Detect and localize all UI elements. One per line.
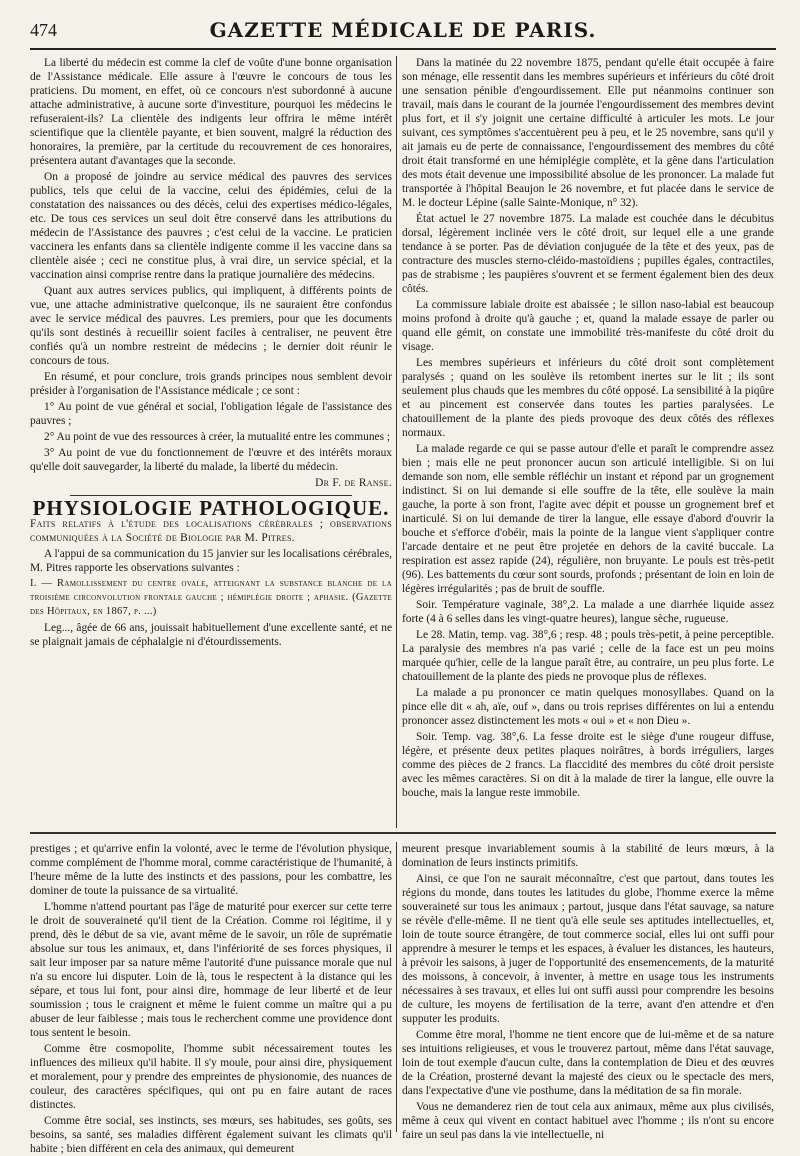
journal-title: GAZETTE MÉDICALE DE PARIS. <box>209 18 597 42</box>
paragraph: En résumé, et pour conclure, trois grands principes nous semblent devoir présider à l'organisation de l'Assistance médicale ; ce sont : <box>30 371 392 397</box>
page-number: 474 <box>30 20 57 40</box>
paragraph: Comme être moral, l'homme ne tient encore que de lui-même et de sa nature ses intuitions religieuses, et vous le trouverez partout, même dans l'état sauvage, loin de tout exemple d'aucun culte, dans la contemplation de Dieu et des œuvres de la Création, prosterné devant la majesté des cieux ou le spectacle des mers, dans l'expectative d'une vie posthume, dans la méditation de sa fin morale. <box>402 1029 774 1097</box>
paragraph: Le 28. Matin, temp. vag. 38°,6 ; resp. 48 ; pouls très-petit, à peine perceptible. La paralysie des membres n'a pas varié ; celle de la face est un peu moins marquée qu'hier, celle de la langue paraît être, au contraire, un peu plus forte. Le chatouillement de la plante des pieds ne provoque plus de réflexes. <box>402 629 774 683</box>
column-left-top <box>30 56 392 826</box>
paragraph: meurent presque invariablement soumis à la stabilité de leurs mœurs, à la domination de leurs instincts primitifs. <box>402 843 774 869</box>
paragraph: 2° Au point de vue des ressources à créer, la mutualité entre les communes ; <box>44 431 391 443</box>
column-right-bottom <box>402 842 774 1141</box>
column-left-bottom <box>30 842 392 1155</box>
paragraph: Vous ne demanderez rien de tout cela aux animaux, même aux plus civilisés, même à ceux qui vivent en contact habituel avec l'homme ; ils n'ont su encore faire un seul pas dans la vie intellectuelle, ni <box>402 1101 774 1141</box>
paragraph: Soir. Température vaginale, 38°,2. La malade a une diarrhée liquide assez forte (4 à 6 selles dans les vingt-quatre heures), langue sèche, rugueuse. <box>402 599 774 625</box>
paragraph: Les membres supérieurs et inférieurs du côté droit sont complètement paralysés ; quand on les soulève ils retombent inertes sur le lit ; ils sont seulement plus chauds que les membres du côté opposé. La sensibilité à la piqûre et au pincement est conservée dans toutes les parties paralysées. Le chatouillement de la plante des pieds provoque des deux côtés des réflexes normaux. <box>402 357 774 439</box>
paragraph: 3° Au point de vue du fonctionnement de l'œuvre et des intérêts moraux qu'elle doit sauvegarder, la liberté du malade, la liberté du médecin. <box>30 447 392 473</box>
paragraph: prestiges ; et qu'arrive enfin la volonté, avec le terme de l'évolution physique, comme complément de l'homme moral, comme caractéristique de l'humanité, à l'heure même de la lutte des instincts et des passions, pour les combattre, les dominer de toute la puissance de sa virtualité. <box>30 843 392 897</box>
column-divider-top <box>396 56 397 828</box>
paragraph: L'homme n'attend pourtant pas l'âge de maturité pour exercer sur cette terre le droit de souveraineté qu'il tient de la Création. Comme roi légitime, il y prend, dès le début de sa vie, avant même de le savoir, un rôle de suprématie absolue sur tous les animaux, et, dans l'infériorité de ses forces physiques, il sait leur imposer par sa nature même l'autorité d'une puissance morale que nul n'a su encore lui disputer. Loin de là, tous le respectent à la distance qui les sépare, et tous lui font, pour ainsi dire, hommage de leur liberté et de leur soumission ; tous le craignent et même le fuient comme un maître qui a pu abuser de leur faiblesse ; mais tous le recherchent comme une providence dont tous sentent le besoin. <box>30 901 392 1039</box>
paragraph: Quant aux autres services publics, qui impliquent, à différents points de vue, une attache administrative quelconque, ils ne sauraient être confondus avec le service médical des pauvres. Les premiers, pour que les documents qu'ils sont destinés à recueillir soient faciles à centraliser, ne peuvent être confiés qu'à un nombre restreint de médecins ; le dernier doit réunir le concours de tous. <box>30 285 392 367</box>
paragraph: Comme être cosmopolite, l'homme subit nécessairement toutes les influences des milieux qu'il habite. Il s'y moule, pour ainsi dire, physiquement et moralement, pour y prendre des empreintes de physionomie, des nuances de couleur, des caractères spécifiques, qui ont pu en faire autant de races distinctes. <box>30 1043 392 1111</box>
page-header <box>30 14 776 50</box>
paragraph: A l'appui de sa communication du 15 janvier sur les localisations cérébrales, M. Pitres rapporte les observations suivantes : <box>30 548 392 574</box>
page-section-divider <box>30 832 776 834</box>
section-title: PHYSIOLOGIE PATHOLOGIQUE. <box>32 496 390 520</box>
observation-title: I. — Ramollissement du centre ovale, atteignant la substance blanche de la troisième circonvolution frontale gauche ; hémiplégie droite ; aphasie. (Gazette des Hôpitaux, en 1867, p. ...) <box>30 578 392 617</box>
paragraph: La liberté du médecin est comme la clef de voûte d'une bonne organisation de l'Assistance médicale. Elle assure à l'œuvre le concours de tous les praticiens. Du moment, en effet, où ce concours n'est subordonné à aucune attache administrative, à aucune sorte d'investiture, pourquoi les médecins le refuseraient-ils? La clientèle des indigents leur offrira le même intérêt scientifique que la clientèle payante, et bien souvent, malgré la réduction des honoraires, la première, par la certitude du recouvrement de ces honoraires, présentera autant d'avantages que la seconde. <box>30 57 392 167</box>
paragraph: Dans la matinée du 22 novembre 1875, pendant qu'elle était occupée à faire son ménage, elle ressentit dans les membres supérieurs et inférieurs du côté droit une sensation pénible d'engourdissement. Elle put néanmoins continuer son travail, mais dans le courant de la journée l'engourdissement des membres devint plus fort, et il s'y joignit une certaine difficulté à articuler les mots. Le jour suivant, ces symptômes s'accentuèrent peu à peu, et le 25 novembre, sans qu'il y ait jamais eu de perte de connaissance, l'engourdissement des membres du côté droit était transformé en une hémiplégie complète, et la gêne dans l'articulation des mots était devenue une impossibilité absolue de les prononcer. La malade fut transportée à l'hôpital Beaujon le 26 novembre, et fut placée dans le service de M. le docteur Lépine (salle Sainte-Monique, n° 32). <box>402 57 774 209</box>
paragraph: Ainsi, ce que l'on ne saurait méconnaître, c'est que partout, dans toutes les régions du monde, dans toutes les latitudes du globe, l'homme exerce la même souveraineté sur tous les animaux ; partout, jusque dans l'état sauvage, sa nature se révèle d'elle-même. Il ne tient qu'à elle seule ses aptitudes intellectuelles, et, loin de toute source étrangère, de tout commerce social, elles lui ont suffi pour apprendre à mesurer le temps et les espaces, à évaluer les distances, les hauteurs, à prévoir les saisons, à juger de l'opportunité des ensemencements, de la maturité des moissons, à concevoir, à inventer, à mettre en usage tous les instruments nécessaires à ses travaux, et elles lui ont suffi aussi pour comprendre les besoins de culture, les moyens de fertilisation de la terre, avant d'en attendre et d'en supputer les produits. <box>402 873 774 1025</box>
article-heading: Faits relatifs à l'étude des localisations cérébrales ; observations communiquées à la Société de Biologie par M. Pitres. <box>30 518 392 544</box>
paragraph: Leg..., âgée de 66 ans, jouissait habituellement d'une excellente santé, et ne se plaignait jamais de céphalalgie ni d'étourdissements. <box>30 622 392 648</box>
paragraph: 1° Au point de vue général et social, l'obligation légale de l'assistance des pauvres ; <box>30 401 392 427</box>
paragraph: La commissure labiale droite est abaissée ; le sillon naso-labial est beaucoup moins profond à droite qu'à gauche ; et, quand la malade essaye de parler ou quand elle gémit, on constate une immobilité très-manifeste du côté droit du visage. <box>402 299 774 353</box>
paragraph: Comme être social, ses instincts, ses mœurs, ses habitudes, ses goûts, ses besoins, sa santé, ses maladies diffèrent également suivant les climats qu'il habite ; bien différent en cela des animaux, qui demeurent <box>30 1115 392 1155</box>
paragraph: Soir. Temp. vag. 38°,6. La fesse droite est le siège d'une rougeur diffuse, légère, et présente deux petites plaques noirâtres, à bords irréguliers, larges comme des pièces de 2 francs. La flaccidité des membres du côté droit persiste avec les mêmes caractères. Si on dit à la malade de tirer la langue, elle ouvre la bouche, mais la langue reste immobile. <box>402 731 774 799</box>
author-signature: Dr F. de Ranse. <box>315 477 392 489</box>
paragraph: La malade a pu prononcer ce matin quelques monosyllabes. Quand on la pince elle dit « ah, aïe, ouf », dans ou trois reprises différentes on lui a entendu prononcer assez distinctement les mots « oui » et « non Dieu ». <box>402 687 774 727</box>
paragraph: État actuel le 27 novembre 1875. La malade est couchée dans le décubitus dorsal, légèrement inclinée vers le côté droit, sur lequel elle a une grande tendance à se porter. Pas de déviation conjuguée de la tête et des yeux, pas de contracture des muscles sterno-cléido-mastoïdiens ; pupilles égales, contractiles, pas de strabisme ; les paupières s'ouvrent et se ferment également bien des deux côtés. <box>402 213 774 295</box>
paragraph: On a proposé de joindre au service médical des pauvres des services publics, tels que celui de la vaccine, celui des épidémies, celui de la constatation des naissances ou des décès, celui des expertises médico-légales, etc. De tous ces services un seul doit être conservé dans les attributions du médecin de l'Assistance des pauvres ; c'est celui de la vaccine. Le praticien vaccinera les enfants dans sa clientèle indigente comme il les vaccine dans sa clientèle aisée ; ceci ne constitue plus, à vrai dire, un service spécial, et la vaccination ainsi comprise rentre dans la pratique journalière des médecins. <box>30 171 392 281</box>
column-right-top <box>402 56 774 826</box>
column-divider-bottom <box>396 842 397 1132</box>
paragraph: La malade regarde ce qui se passe autour d'elle et paraît le comprendre assez bien ; mais elle ne peut prononcer aucun son articulé intelligible. Si on lui demande son nom, elle semble réfléchir un instant et répond par un grognement indistinct. Si on lui demande si elle souffre de la tête, elle soulève la main gauche, la porte à son front, l'agite avec dépit et pousse un grognement bref et inarticulé. Si on lui demande de tirer la langue, elle essaye d'abord d'ouvrir la bouche et s'efforce d'obéir, mais la pointe de la langue vient s'appliquer contre l'arcade dentaire et ne peut être projetée en dehors de la cavité buccale. La respiration est assez rapide (24), régulière, non bruyante. Le pouls est très-petit (96). Les battements du cœur sont sourds, profonds ; présentant de loin en loin de légères irrégularités ; pas de bruit de souffle. <box>402 443 774 595</box>
